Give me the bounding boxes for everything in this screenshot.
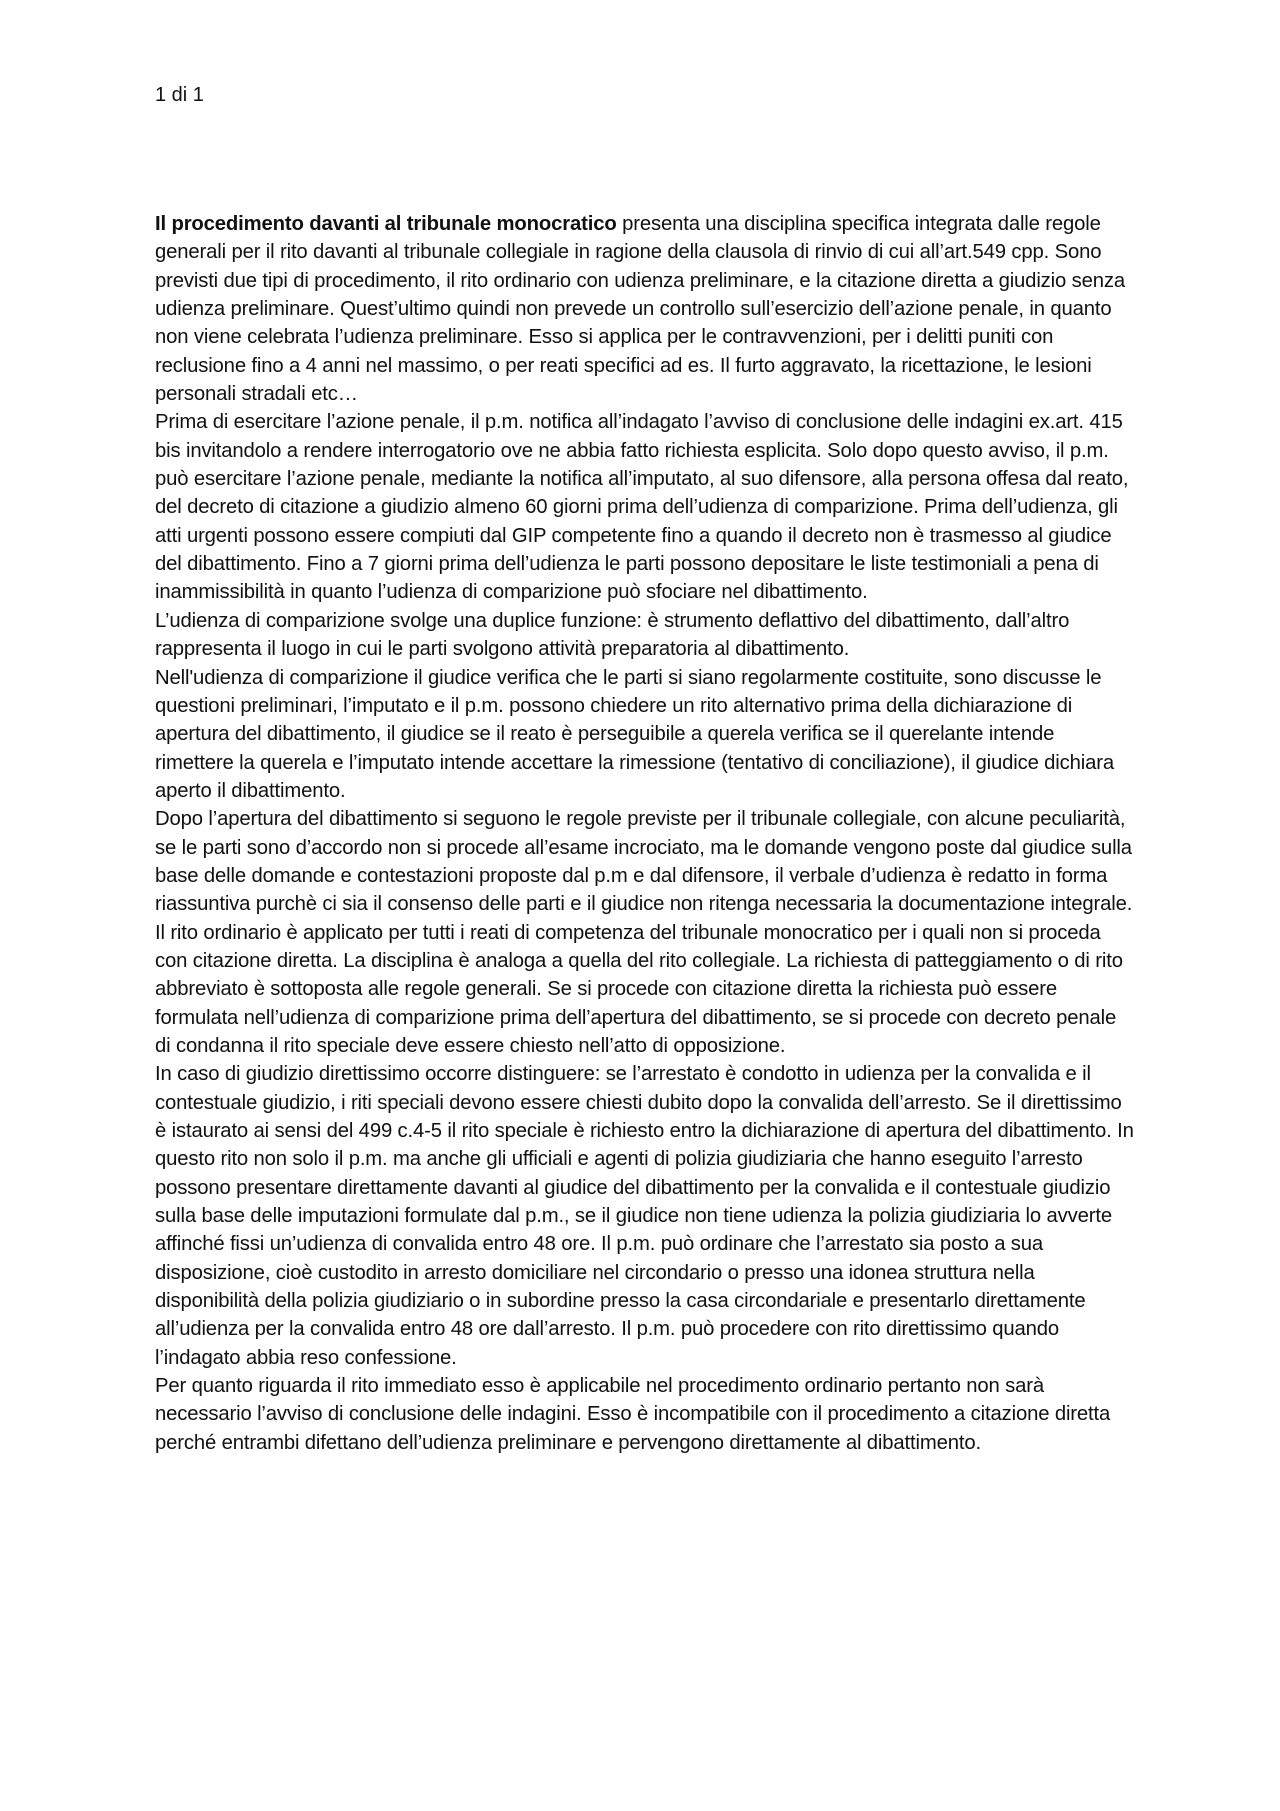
paragraph-2: Prima di esercitare l’azione penale, il p.m. notifica all’indagato l’avviso di conclusione delle indagini ex.art. 415 bis invitandolo a rendere interrogatorio ove ne abbia fatto richiesta esplicita. Solo dopo questo avviso, il p.m. può esercitare l’azione penale, mediante la notifica all’imputato, al suo difensore, alla persona offesa dal reato, del decreto di citazione a giudizio almeno 60 giorni prima dell’udienza di comparizione. Prima dell’udienza, gli atti urgenti possono essere compiuti dal GIP competente fino a quando il decreto non è trasmesso al giudice del dibattimento. Fino a 7 giorni prima dell’udienza le parti possono depositare le liste testimoniali a pena di inammissibilità in quanto l’udienza di comparizione può sfociare nel dibattimento. xyxy=(155,411,1129,604)
paragraph-6: In caso di giudizio direttissimo occorre distinguere: se l’arrestato è condotto in udienza per la convalida e il contestuale giudizio, i riti speciali devono essere chiesti dubito dopo la convalida dell’arresto. Se il direttissimo è istaurato ai sensi del 499 c.4-5 il rito speciale è richiesto entro la dichiarazione di apertura del dibattimento. In questo rito non solo il p.m. ma anche gli ufficiali e agenti di polizia giudiziaria che hanno eseguito l’arresto possono presentare direttamente davanti al giudice del dibattimento per la convalida e il contestuale giudizio sulla base delle imputazioni formulate dal p.m., se il giudice non tiene udienza la polizia giudiziaria lo avverte affinché fissi un’udienza di convalida entro 48 ore. Il p.m. può ordinare che l’arrestato sia posto a sua disposizione, cioè custodito in arresto domiciliare nel circondario o presso una idonea struttura nella disponibilità della polizia giudiziario o in subordine presso la casa circondariale e presentarlo direttamente all’udienza per la convalida entro 48 ore dall’arresto. Il p.m. può procedere con rito direttissimo quando l’indagato abbia reso confessione. xyxy=(155,1063,1134,1369)
paragraph-1-lead: Il procedimento davanti al tribunale monocratico xyxy=(155,213,617,235)
paragraph-7: Per quanto riguarda il rito immediato esso è applicabile nel procedimento ordinario pertanto non sarà necessario l’avviso di conclusione delle indagini. Esso è incompatibile con il procedimento a citazione diretta perché entrambi difettano dell’udienza preliminare e pervengono direttamente al dibattimento. xyxy=(155,1375,1111,1454)
paragraph-5: Dopo l’apertura del dibattimento si seguono le regole previste per il tribunale collegiale, con alcune peculiarità, se le parti sono d’accordo non si procede all’esame incrociato, ma le domande vengono poste dal giudice sulla base delle domande e contestazioni proposte dal p.m e dal difensore, il verbale d’udienza è redatto in forma riassuntiva purchè ci sia il consenso delle parti e il giudice non ritenga necessaria la documentazione integrale. Il rito ordinario è applicato per tutti i reati di competenza del tribunale monocratico per i quali non si proceda con citazione diretta. La disciplina è analoga a quella del rito collegiale. La richiesta di patteggiamento o di rito abbreviato è sottoposta alle regole generali. Se si procede con citazione diretta la richiesta può essere formulata nell’udienza di comparizione prima dell’apertura del dibattimento, se si procede con decreto penale di condanna il rito speciale deve essere chiesto nell’atto di opposizione. xyxy=(155,808,1133,1057)
page-counter: 1 di 1 xyxy=(155,84,204,106)
paragraph-3: L’udienza di comparizione svolge una duplice funzione: è strumento deflattivo del dibattimento, dall’altro rappresenta il luogo in cui le parti svolgono attività preparatoria al dibattimento. xyxy=(155,609,1070,661)
document-body xyxy=(155,210,1135,1457)
paragraph-1-text: presenta una disciplina specifica integrata dalle regole generali per il rito davanti al tribunale collegiale in ragione della clausola di rinvio di cui all’art.549 cpp. Sono previsti due tipi di procedimento, il rito ordinario con udienza preliminare, e la citazione diretta a giudizio senza udienza preliminare. Quest’ultimo quindi non prevede un controllo sull’esercizio dell’azione penale, in quanto non viene celebrata l’udienza preliminare. Esso si applica per le contravvenzioni, per i delitti puniti con reclusione fino a 4 anni nel massimo, o per reati specifici ad es. Il furto aggravato, la ricettazione, le lesioni personali stradali etc… xyxy=(155,213,1126,406)
paragraph-4: Nell'udienza di comparizione il giudice verifica che le parti si siano regolarmente costituite, sono discusse le questioni preliminari, l’imputato e il p.m. possono chiedere un rito alternativo prima della dichiarazione di apertura del dibattimento, il giudice se il reato è perseguibile a querela verifica se il querelante intende rimettere la querela e l’imputato intende accettare la rimessione (tentativo di conciliazione), il giudice dichiara aperto il dibattimento. xyxy=(155,666,1115,802)
paragraph-1 xyxy=(155,210,1135,408)
